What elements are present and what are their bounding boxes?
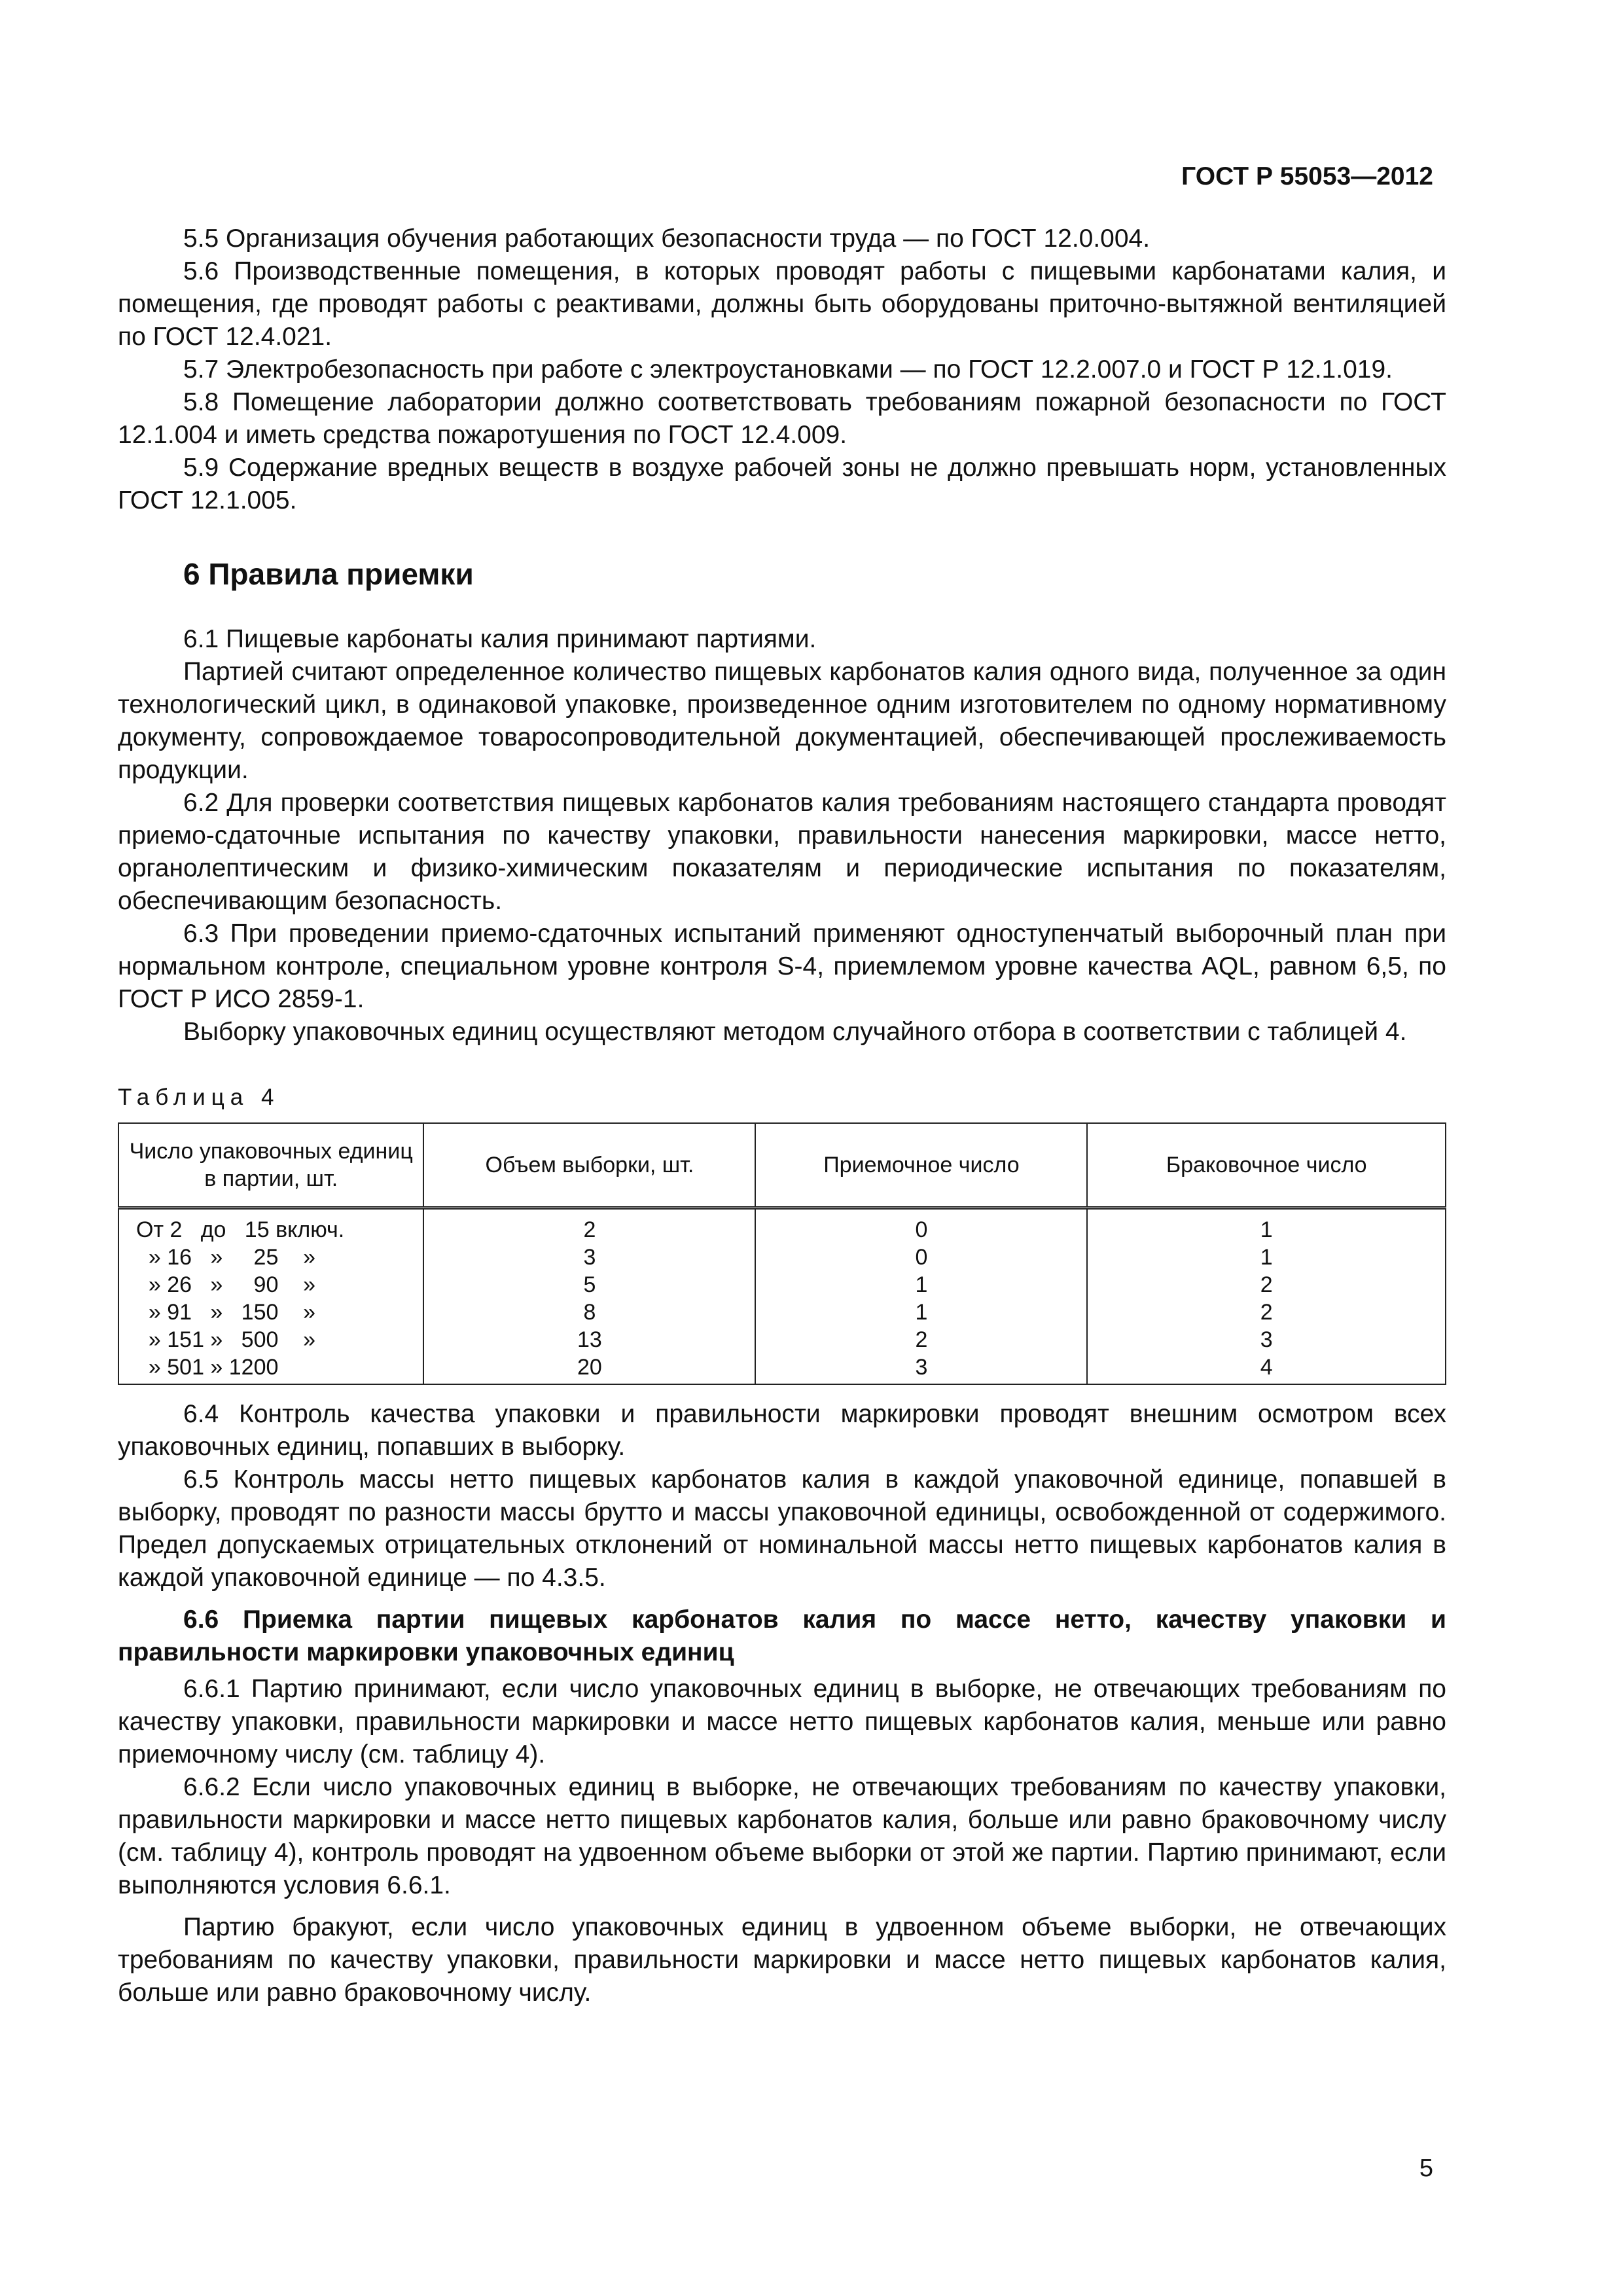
table-cell-sample-size: 20 <box>423 1354 755 1384</box>
table-cell-batch-size: » 501 » 1200 <box>118 1354 423 1384</box>
table-row <box>118 1271 1446 1299</box>
table-header-sample-size: Объем выборки, шт. <box>423 1123 755 1208</box>
table-cell-batch-size: » 91 » 150 » <box>118 1299 423 1326</box>
paragraph-6-6-2: 6.6.2 Если число упаковочных единиц в выборке, не отвечающих требованиям по качеству упаковки, правильности маркировки и массе нетто пищевых карбонатов калия, больше или равно браковочному числу (см. таблицу 4), контроль проводят на удвоенном объеме выборки от этой же партии. Партию принимают, если выполняются условия 6.6.1. <box>118 1773 1446 1899</box>
table-cell-rejection-number: 2 <box>1087 1299 1446 1326</box>
paragraph-5-5: 5.5 Организация обучения работающих безопасности труда — по ГОСТ 12.0.004. <box>183 224 1150 253</box>
table-row <box>118 1208 1446 1244</box>
paragraph-5-8: 5.8 Помещение лаборатории должно соответствовать требованиям пожарной безопасности по ГОСТ 12.1.004 и иметь средства пожаротушения по ГОСТ 12.4.009. <box>118 388 1446 449</box>
table-4 <box>118 1122 1446 1385</box>
paragraph-sampling: Выборку упаковочных единиц осуществляют методом случайного отбора в соответствии с таблицей 4. <box>183 1018 1407 1046</box>
paragraph-6-5: 6.5 Контроль массы нетто пищевых карбонатов калия в каждой упаковочной единице, попавшей в выборку, проводят по разности массы брутто и массы упаковочной единицы, освобожденной от содержимого. Предел допускаемых отрицательных отклонений от номинальной массы нетто пищевых карбонатов калия в каждой упаковочной единице — по 4.3.5. <box>118 1465 1446 1592</box>
table-cell-batch-size: » 16 » 25 » <box>118 1244 423 1271</box>
table-cell-acceptance-number: 0 <box>755 1208 1087 1244</box>
table-cell-sample-size: 8 <box>423 1299 755 1326</box>
table-row <box>118 1354 1446 1384</box>
subsection-6-6-title: 6.6 Приемка партии пищевых карбонатов калия по массе нетто, качеству упаковки и правильности маркировки упаковочных единиц <box>118 1605 1446 1666</box>
table-4-caption: Таблица 4 <box>118 1085 280 1110</box>
paragraph-6-3: 6.3 При проведении приемо-сдаточных испытаний применяют одноступенчатый выборочный план при нормальном контроле, специальном уровне контроля S-4, приемлемом уровне качества AQL, равном 6,5, по ГОСТ Р ИСО 2859-1. <box>118 920 1446 1013</box>
table-cell-acceptance-number: 2 <box>755 1326 1087 1354</box>
table-cell-batch-size: » 26 » 90 » <box>118 1271 423 1299</box>
paragraph-batch-rejection: Партию бракуют, если число упаковочных единиц в удвоенном объеме выборки, не отвечающих требованиям по качеству упаковки, правильности маркировки и массе нетто пищевых карбонатов калия, больше или равно браковочному числу. <box>118 1913 1446 2007</box>
paragraph-5-6: 5.6 Производственные помещения, в которых проводят работы с пищевыми карбонатами калия, и помещения, где проводят работы с реактивами, должны быть оборудованы приточно-вытяжной вентиляцией по ГОСТ 12.4.021. <box>118 257 1446 351</box>
table-cell-acceptance-number: 0 <box>755 1244 1087 1271</box>
paragraph-6-4: 6.4 Контроль качества упаковки и правильности маркировки проводят внешним осмотром всех упаковочных единиц, попавших в выборку. <box>118 1400 1446 1461</box>
table-cell-sample-size: 3 <box>423 1244 755 1271</box>
table-row <box>118 1299 1446 1326</box>
table-cell-sample-size: 2 <box>423 1208 755 1244</box>
table-header-rejection-number: Браковочное число <box>1087 1123 1446 1208</box>
table-cell-acceptance-number: 1 <box>755 1299 1087 1326</box>
paragraph-batch-definition: Партией считают определенное количество пищевых карбонатов калия одного вида, полученное за один технологический цикл, в одинаковой упаковке, произведенное одним изготовителем по одному нормативному документу, сопровождаемое товаросопроводительной документацией, обеспечивающей прослеживаемость продукции. <box>118 658 1446 784</box>
table-header-batch-size: Число упаковочных единиц в партии, шт. <box>118 1123 423 1208</box>
paragraph-5-9: 5.9 Содержание вредных веществ в воздухе рабочей зоны не должно превышать норм, установленных ГОСТ 12.1.005. <box>118 454 1446 514</box>
page-number: 5 <box>1419 2155 1433 2182</box>
table-cell-rejection-number: 4 <box>1087 1354 1446 1384</box>
table-cell-rejection-number: 1 <box>1087 1208 1446 1244</box>
document-standard-number: ГОСТ Р 55053—2012 <box>1181 162 1433 190</box>
table-cell-acceptance-number: 3 <box>755 1354 1087 1384</box>
paragraph-6-2: 6.2 Для проверки соответствия пищевых карбонатов калия требованиям настоящего стандарта проводят приемо-сдаточные испытания по качеству упаковки, правильности нанесения маркировки, массе нетто, органолептическим и физико-химическим показателям и периодические испытания по показателям, обеспечивающим безопасность. <box>118 789 1446 915</box>
table-cell-sample-size: 5 <box>423 1271 755 1299</box>
table-cell-rejection-number: 2 <box>1087 1271 1446 1299</box>
paragraph-5-7: 5.7 Электробезопасность при работе с электроустановками — по ГОСТ 12.2.007.0 и ГОСТ Р 12.1.019. <box>183 355 1393 384</box>
page-content <box>118 223 1446 2009</box>
table-header-acceptance-number: Приемочное число <box>755 1123 1087 1208</box>
table-cell-acceptance-number: 1 <box>755 1271 1087 1299</box>
table-cell-rejection-number: 1 <box>1087 1244 1446 1271</box>
table-row <box>118 1244 1446 1271</box>
table-cell-batch-size: » 151 » 500 » <box>118 1326 423 1354</box>
paragraph-6-1: 6.1 Пищевые карбонаты калия принимают партиями. <box>183 625 817 653</box>
paragraph-6-6-1: 6.6.1 Партию принимают, если число упаковочных единиц в выборке, не отвечающих требованиям по качеству упаковки, правильности маркировки и массе нетто пищевых карбонатов калия, меньше или равно приемочному числу (см. таблицу 4). <box>118 1675 1446 1768</box>
table-cell-batch-size: От 2 до 15 включ. <box>118 1208 423 1244</box>
table-cell-rejection-number: 3 <box>1087 1326 1446 1354</box>
section-6-title: 6 Правила приемки <box>183 557 474 591</box>
table-row <box>118 1326 1446 1354</box>
table-cell-sample-size: 13 <box>423 1326 755 1354</box>
